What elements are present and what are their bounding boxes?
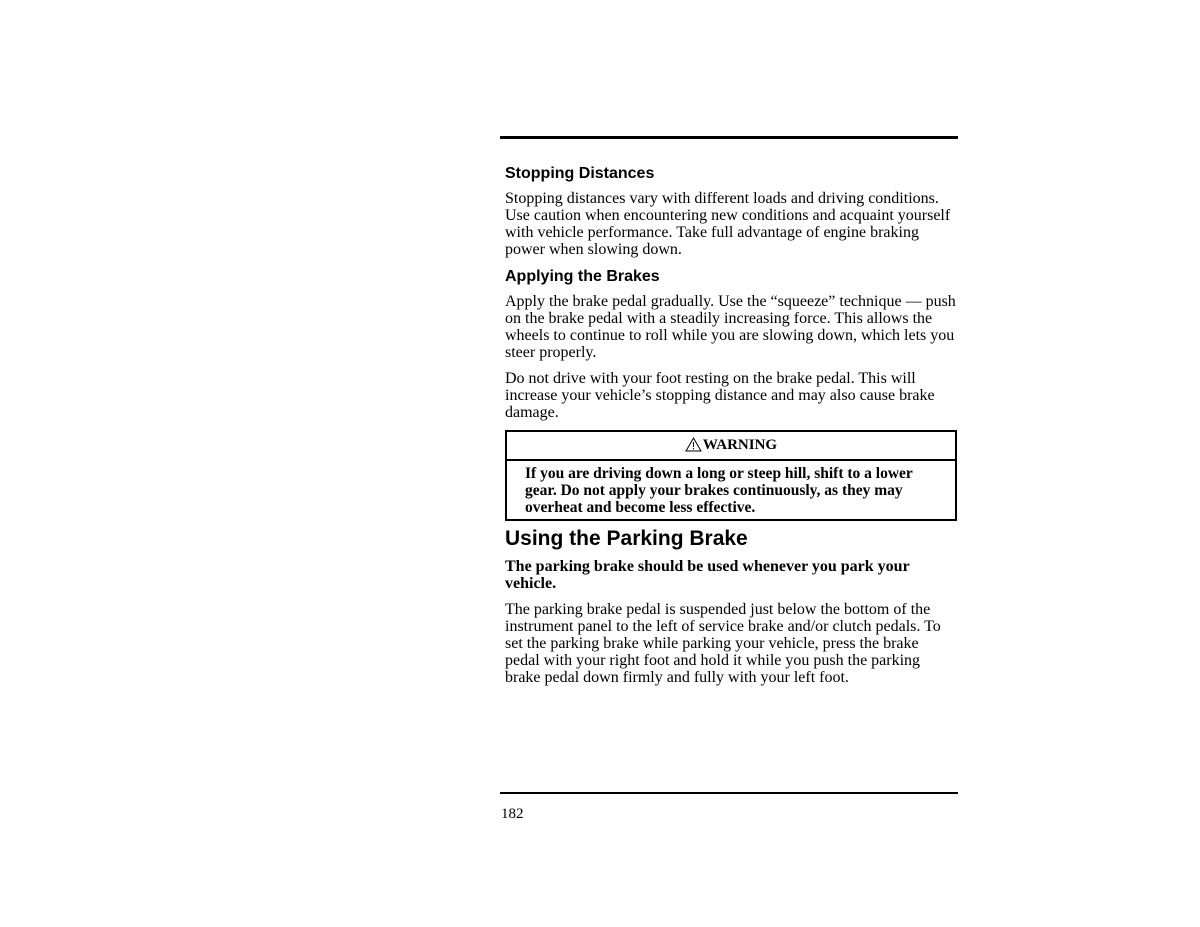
applying-brakes-heading: Applying the Brakes [505,268,660,285]
parking-brake-heading: Using the Parking Brake [505,527,748,550]
bottom-rule [500,792,958,794]
warning-box [505,430,957,521]
warning-text: If you are driving down a long or steep hill, shift to a lower gear. Do not apply your brakes continuously, as they may overheat and become less effective. [525,465,913,516]
applying-brakes-paragraph-1: Apply the brake pedal gradually. Use the “squeeze” technique — push on the brake pedal with a steadily increasing force. This allows the wheels to continue to roll while you are slowing down, which lets you steer properly. [505,293,956,361]
stopping-distances-heading: Stopping Distances [505,165,655,182]
warning-title: WARNING [702,437,778,453]
parking-brake-paragraph: The parking brake pedal is suspended just below the bottom of the instrument panel to the left of service brake and/or clutch pedals. To set the parking brake while parking your vehicle, press the brake pedal with your right foot and hold it while you push the parking brake pedal down firmly and fully with your left foot. [505,601,941,686]
parking-brake-intro: The parking brake should be used whenever you park your vehicle. [505,558,910,592]
manual-page [500,0,958,927]
warning-triangle-icon [685,437,702,452]
page-content [505,164,957,695]
warning-header [507,432,955,461]
top-rule [500,136,958,139]
applying-brakes-paragraph-2: Do not drive with your foot resting on the brake pedal. This will increase your vehicle’s stopping distance and may also cause brake damage. [505,370,935,421]
page-number: 182 [501,806,524,822]
stopping-distances-paragraph: Stopping distances vary with different loads and driving conditions. Use caution when encountering new conditions and acquaint yourself with vehicle performance. Take full advantage of engine braking power when slowing down. [505,190,951,258]
